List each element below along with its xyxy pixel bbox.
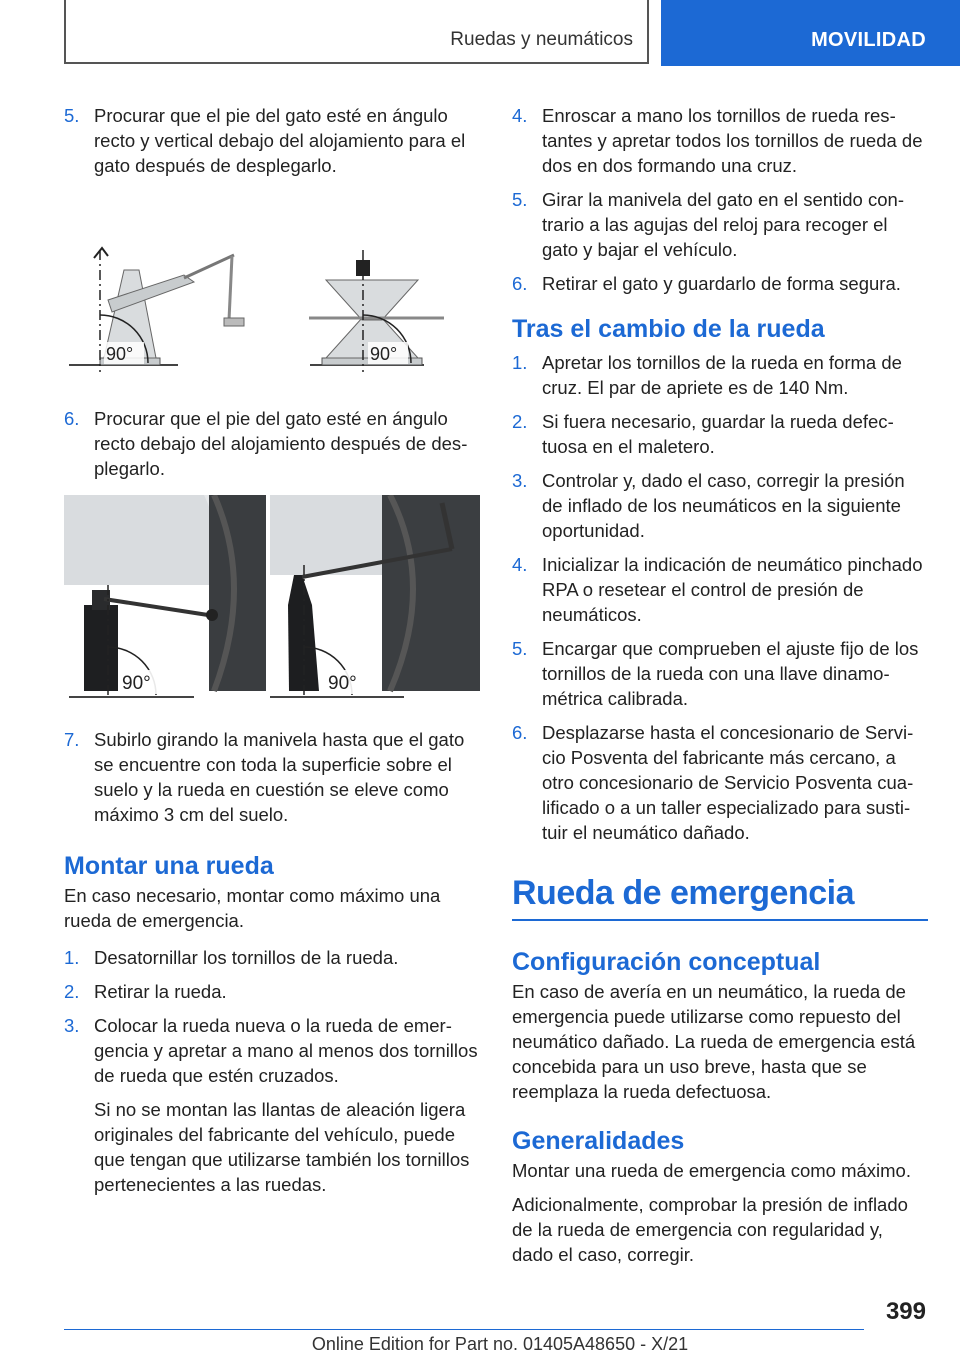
- step-5-lower: [512, 187, 928, 262]
- step-text: Procurar que el pie del gato esté en ángulo recto y vertical debajo del alojamiento para el gato después de desplegarlo.: [94, 105, 466, 176]
- heading-after-change: Tras el cambio de la rueda: [512, 315, 825, 343]
- step-number: 1.: [512, 352, 528, 373]
- step-text: Encargar que comprueben el ajuste fijo de los tornillos de la rueda con una llave dinamométrica calibrada.: [542, 638, 919, 709]
- step-text: Retirar el gato y guardarlo de forma segura.: [542, 273, 901, 294]
- section-title: Ruedas y neumáticos: [450, 29, 633, 50]
- step-number: 4.: [512, 554, 528, 575]
- heading-general: Generalidades: [512, 1127, 685, 1155]
- step-6-store-jack: [512, 271, 928, 296]
- step-number: 2.: [64, 981, 80, 1002]
- step-number: 6.: [512, 722, 528, 743]
- step-number: 3.: [512, 470, 528, 491]
- heading-emergency-wheel: Rueda de emergencia: [512, 874, 854, 912]
- step-number: 7.: [64, 729, 80, 750]
- heading-underline: [512, 919, 928, 921]
- footer-rule: [64, 1329, 864, 1330]
- step-number: 2.: [512, 411, 528, 432]
- chapter-tab[interactable]: [661, 0, 960, 66]
- after-step: [512, 409, 928, 459]
- heading-concept: Configuración conceptual: [512, 948, 821, 976]
- step-number: 3.: [64, 1015, 80, 1036]
- step-text: Desplazarse hasta el concesionario de Servicio Posventa del fabricante más cercano, a otro concesionario de Servicio Posventa cualificado o a un taller especializado para sustituir el neumático dañado.: [542, 722, 914, 843]
- jack-side-view: [69, 248, 244, 372]
- step-6-jack-foot: [64, 406, 480, 481]
- after-step: [512, 350, 928, 400]
- step-text: Girar la manivela del gato en el sentido contrario a las agujas del reloj para recoger el gato y bajar el vehículo.: [542, 189, 904, 260]
- after-step: [512, 720, 928, 845]
- step-text: Controlar y, dado el caso, corregir la presión de inflado de los neumáticos en la siguiente oportunidad.: [542, 470, 905, 541]
- photo-right: [270, 495, 480, 701]
- step-number: 6.: [512, 273, 528, 294]
- step-7-raise-car: [64, 727, 480, 827]
- step-number: 1.: [64, 947, 80, 968]
- step-text: Desatornillar los tornillos de la rueda.: [94, 947, 399, 968]
- jack-under-car-photos: [64, 495, 480, 701]
- step-text: Inicializar la indicación de neumático pinchado RPA o resetear el control de presión de neumáticos.: [542, 554, 923, 625]
- step-text: Retirar la rueda.: [94, 981, 227, 1002]
- left-column: [64, 103, 480, 1197]
- after-step: [512, 468, 928, 543]
- step-number: 5.: [512, 638, 528, 659]
- general-text-1: Montar una rueda de emergencia como máximo.: [512, 1160, 911, 1181]
- step-number: 5.: [512, 189, 528, 210]
- header-section-box: [64, 0, 649, 64]
- mount-step: [64, 979, 480, 1004]
- chapter-tab-label: MOVILIDAD: [811, 29, 926, 51]
- step-text: Subirlo girando la manivela hasta que el gato se encuentre con toda la superficie sobre el suelo y la rueda en cuestión se eleve como máximo 3 cm del suelo.: [94, 729, 465, 825]
- angle-label: 90°: [122, 673, 151, 694]
- jack-angle-svg: [64, 230, 480, 380]
- heading-mount-wheel: Montar una rueda: [64, 852, 274, 880]
- step-number: 6.: [64, 408, 80, 429]
- step-5-jack-vertical: [64, 103, 480, 178]
- after-step: [512, 552, 928, 627]
- angle-label: 90°: [328, 673, 357, 694]
- step-text: Colocar la rueda nueva o la rueda de emergencia y apretar a mano al menos dos tornillos de rueda que estén cruzados.: [94, 1015, 478, 1086]
- jack-angle-diagram: [64, 230, 480, 380]
- page-number: 399: [885, 1298, 926, 1325]
- concept-text: En caso de avería en un neumático, la rueda de emergencia puede utilizarse como repuesto del neumático dañado. La rueda de emergencia está concebida para un uso breve, hasta que se reemplaza la rueda defectuosa.: [512, 981, 916, 1102]
- alloy-wheel-note: Si no se montan las llantas de aleación ligera originales del fabricante del vehículo, puede que tengan que utilizarse también los tornillos pertenecientes a las ruedas.: [94, 1099, 470, 1195]
- angle-label: 90°: [106, 344, 134, 364]
- general-text-2: Adicionalmente, comprobar la presión de inflado de la rueda de emergencia con regularidad y, dado el caso, corregir.: [512, 1194, 908, 1265]
- after-step: [512, 636, 928, 711]
- photo-left: [64, 495, 266, 701]
- step-number: 5.: [64, 105, 80, 126]
- step-text: Procurar que el pie del gato esté en ángulo recto debajo del alojamiento después de desplegarlo.: [94, 408, 468, 479]
- step-number: 4.: [512, 105, 528, 126]
- footer-edition: Online Edition for Part no. 01405A48650 - X/21: [311, 1334, 689, 1354]
- jack-photos-svg: [64, 495, 480, 701]
- mount-step: [64, 945, 480, 970]
- mount-step: [64, 1013, 480, 1088]
- right-column: [512, 103, 928, 1267]
- angle-label: 90°: [370, 344, 398, 364]
- step-text: Si fuera necesario, guardar la rueda defectuosa en el maletero.: [542, 411, 894, 457]
- step-4-tighten: [512, 103, 928, 178]
- step-text: Apretar los tornillos de la rueda en forma de cruz. El par de apriete es de 140 Nm.: [542, 352, 902, 398]
- mount-intro: En caso necesario, montar como máximo una rueda de emergencia.: [64, 885, 441, 931]
- step-text: Enroscar a mano los tornillos de rueda restantes y apretar todos los tornillos de rueda de dos en dos formando una cruz.: [542, 105, 923, 176]
